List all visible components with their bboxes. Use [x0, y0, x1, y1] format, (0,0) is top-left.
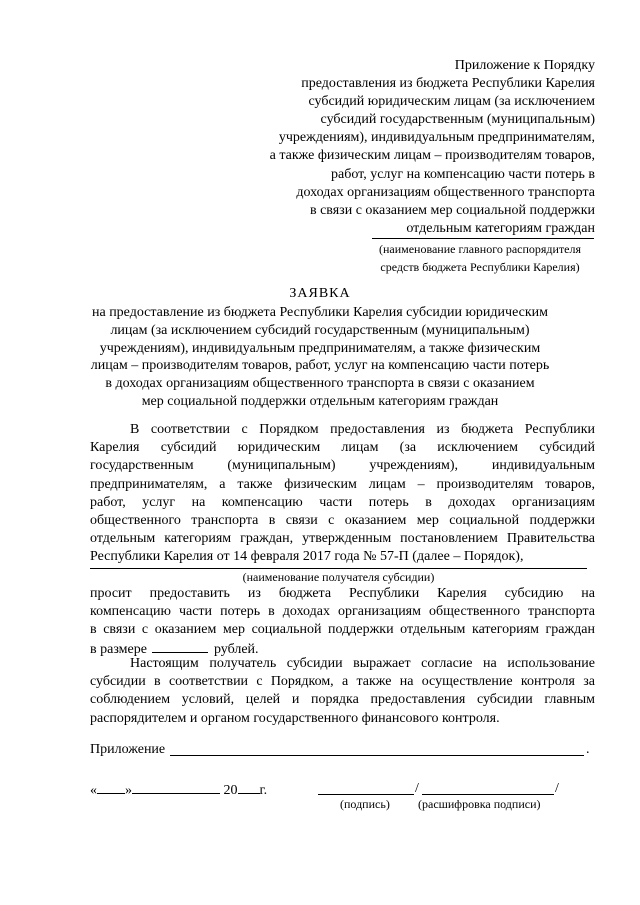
paragraph-consent — [90, 655, 595, 728]
subtitle-line: учреждениям), индивидуальным предпринимателям, а также физическим — [99, 340, 541, 356]
appendix-line: субсидий юридическим лицам (за исключением — [308, 94, 595, 110]
date-open-quote: « — [90, 783, 97, 798]
recipient-blank-line[interactable] — [372, 238, 594, 239]
date-year-blank[interactable] — [238, 780, 260, 794]
paragraph-line: соблюдением условий, целей и порядка предоставления субсидии главным — [90, 692, 595, 708]
appendix-line: Приложение к Порядку — [454, 58, 595, 73]
paragraph-basis — [90, 421, 595, 567]
paragraph-line: Настоящим получатель субсидии выражает согласие на использование — [130, 656, 595, 671]
document-title: ЗАЯВКА — [289, 286, 351, 301]
signature-blank[interactable] — [318, 794, 414, 795]
amount-suffix: рублей. — [213, 641, 259, 657]
date-close-quote: » — [125, 783, 132, 798]
paragraph-line: работ, услуг на компенсацию части потерь в доходах организациям — [90, 494, 595, 510]
appendix-line: а также физическим лицам – производителям товаров, — [269, 148, 595, 164]
appendix-line: работ, услуг на компенсацию части потерь в — [330, 166, 595, 182]
appendix-header — [180, 57, 595, 238]
date-field — [90, 780, 267, 800]
appendix-line: предоставления из бюджета Республики Карелия — [301, 76, 595, 92]
paragraph-line: в связи с оказанием мер социальной поддержки отдельным категориям граждан — [90, 622, 595, 638]
subtitle-line: лицам – производителям товаров, работ, услуг на компенсацию части потерь — [90, 358, 550, 374]
appendix-line: субсидий государственным (муниципальным) — [320, 112, 595, 128]
date-year-prefix: 20 — [223, 783, 238, 798]
paragraph-line: субсидии в соответствии с Порядком, а также на осуществление контроля за — [90, 674, 595, 690]
signature-caption: (подпись) — [340, 797, 390, 811]
paragraph-line: В соответствии с Порядком предоставления из бюджета Республики — [130, 422, 595, 437]
paragraph-line: Республики Карелия от 14 февраля 2017 года № 57-П (далее – Порядок), — [90, 549, 524, 565]
subtitle-line: на предоставление из бюджета Республики Карелия субсидии юридическим — [91, 305, 548, 320]
subtitle-line: в доходах организациям общественного транспорта в связи с оказанием — [105, 376, 535, 392]
paragraph-line: отдельным категориям граждан, утвержденным постановлением Правительства — [90, 531, 595, 547]
amount-blank[interactable] — [152, 640, 208, 653]
paragraph-line: просит предоставить из бюджета Республики Карелия субсидию на — [90, 586, 595, 601]
signature-slash: / — [555, 781, 559, 796]
date-month-blank[interactable] — [132, 780, 220, 794]
attachment-blank[interactable] — [170, 755, 584, 756]
amount-prefix: в размере — [90, 641, 147, 657]
recipient-caption-line: (наименование главного распорядителя — [378, 242, 582, 256]
appendix-line: учреждениям), индивидуальным предпринимателям, — [278, 130, 595, 146]
paragraph-line: распорядителем и органом государственного финансового контроля. — [90, 710, 500, 726]
attachment-label: Приложение — [90, 742, 166, 757]
document-subtitle — [80, 304, 560, 411]
paragraph-line: государственным (муниципальным) учреждениям), индивидуальным — [90, 458, 595, 474]
paragraph-line: предпринимателям, а также физическим лицам – производителям товаров, — [90, 476, 595, 492]
date-day-blank[interactable] — [97, 780, 125, 794]
paragraph-request — [90, 585, 595, 659]
signature-decode-blank[interactable] — [422, 794, 554, 795]
recipient-name-caption: (наименование получателя субсидии) — [242, 570, 435, 584]
signature-slash: / — [415, 781, 419, 796]
recipient-caption-line: средств бюджета Республики Карелия) — [380, 260, 580, 274]
attachment-end: . — [586, 742, 590, 757]
signature-decode-caption: (расшифровка подписи) — [418, 797, 541, 811]
appendix-line: в связи с оказанием мер социальной поддержки — [309, 202, 595, 218]
recipient-caption — [364, 240, 596, 276]
date-year-suffix: г. — [259, 783, 268, 798]
paragraph-line: компенсацию части потерь в доходах организациям общественного транспорта — [90, 604, 595, 620]
subtitle-line: лицам (за исключением субсидий государственным (муниципальным) — [110, 322, 530, 338]
subtitle-line: мер социальной поддержки отдельным категориям граждан — [141, 393, 499, 409]
appendix-line: доходах организациям общественного транспорта — [296, 184, 595, 200]
paragraph-line: Карелия субсидий юридическим лицам (за исключением субсидий — [90, 440, 595, 456]
paragraph-line: общественного транспорта в связи с оказанием мер социальной поддержки — [90, 513, 595, 529]
appendix-line: отдельным категориям граждан — [406, 220, 595, 236]
recipient-name-blank[interactable] — [90, 568, 587, 569]
